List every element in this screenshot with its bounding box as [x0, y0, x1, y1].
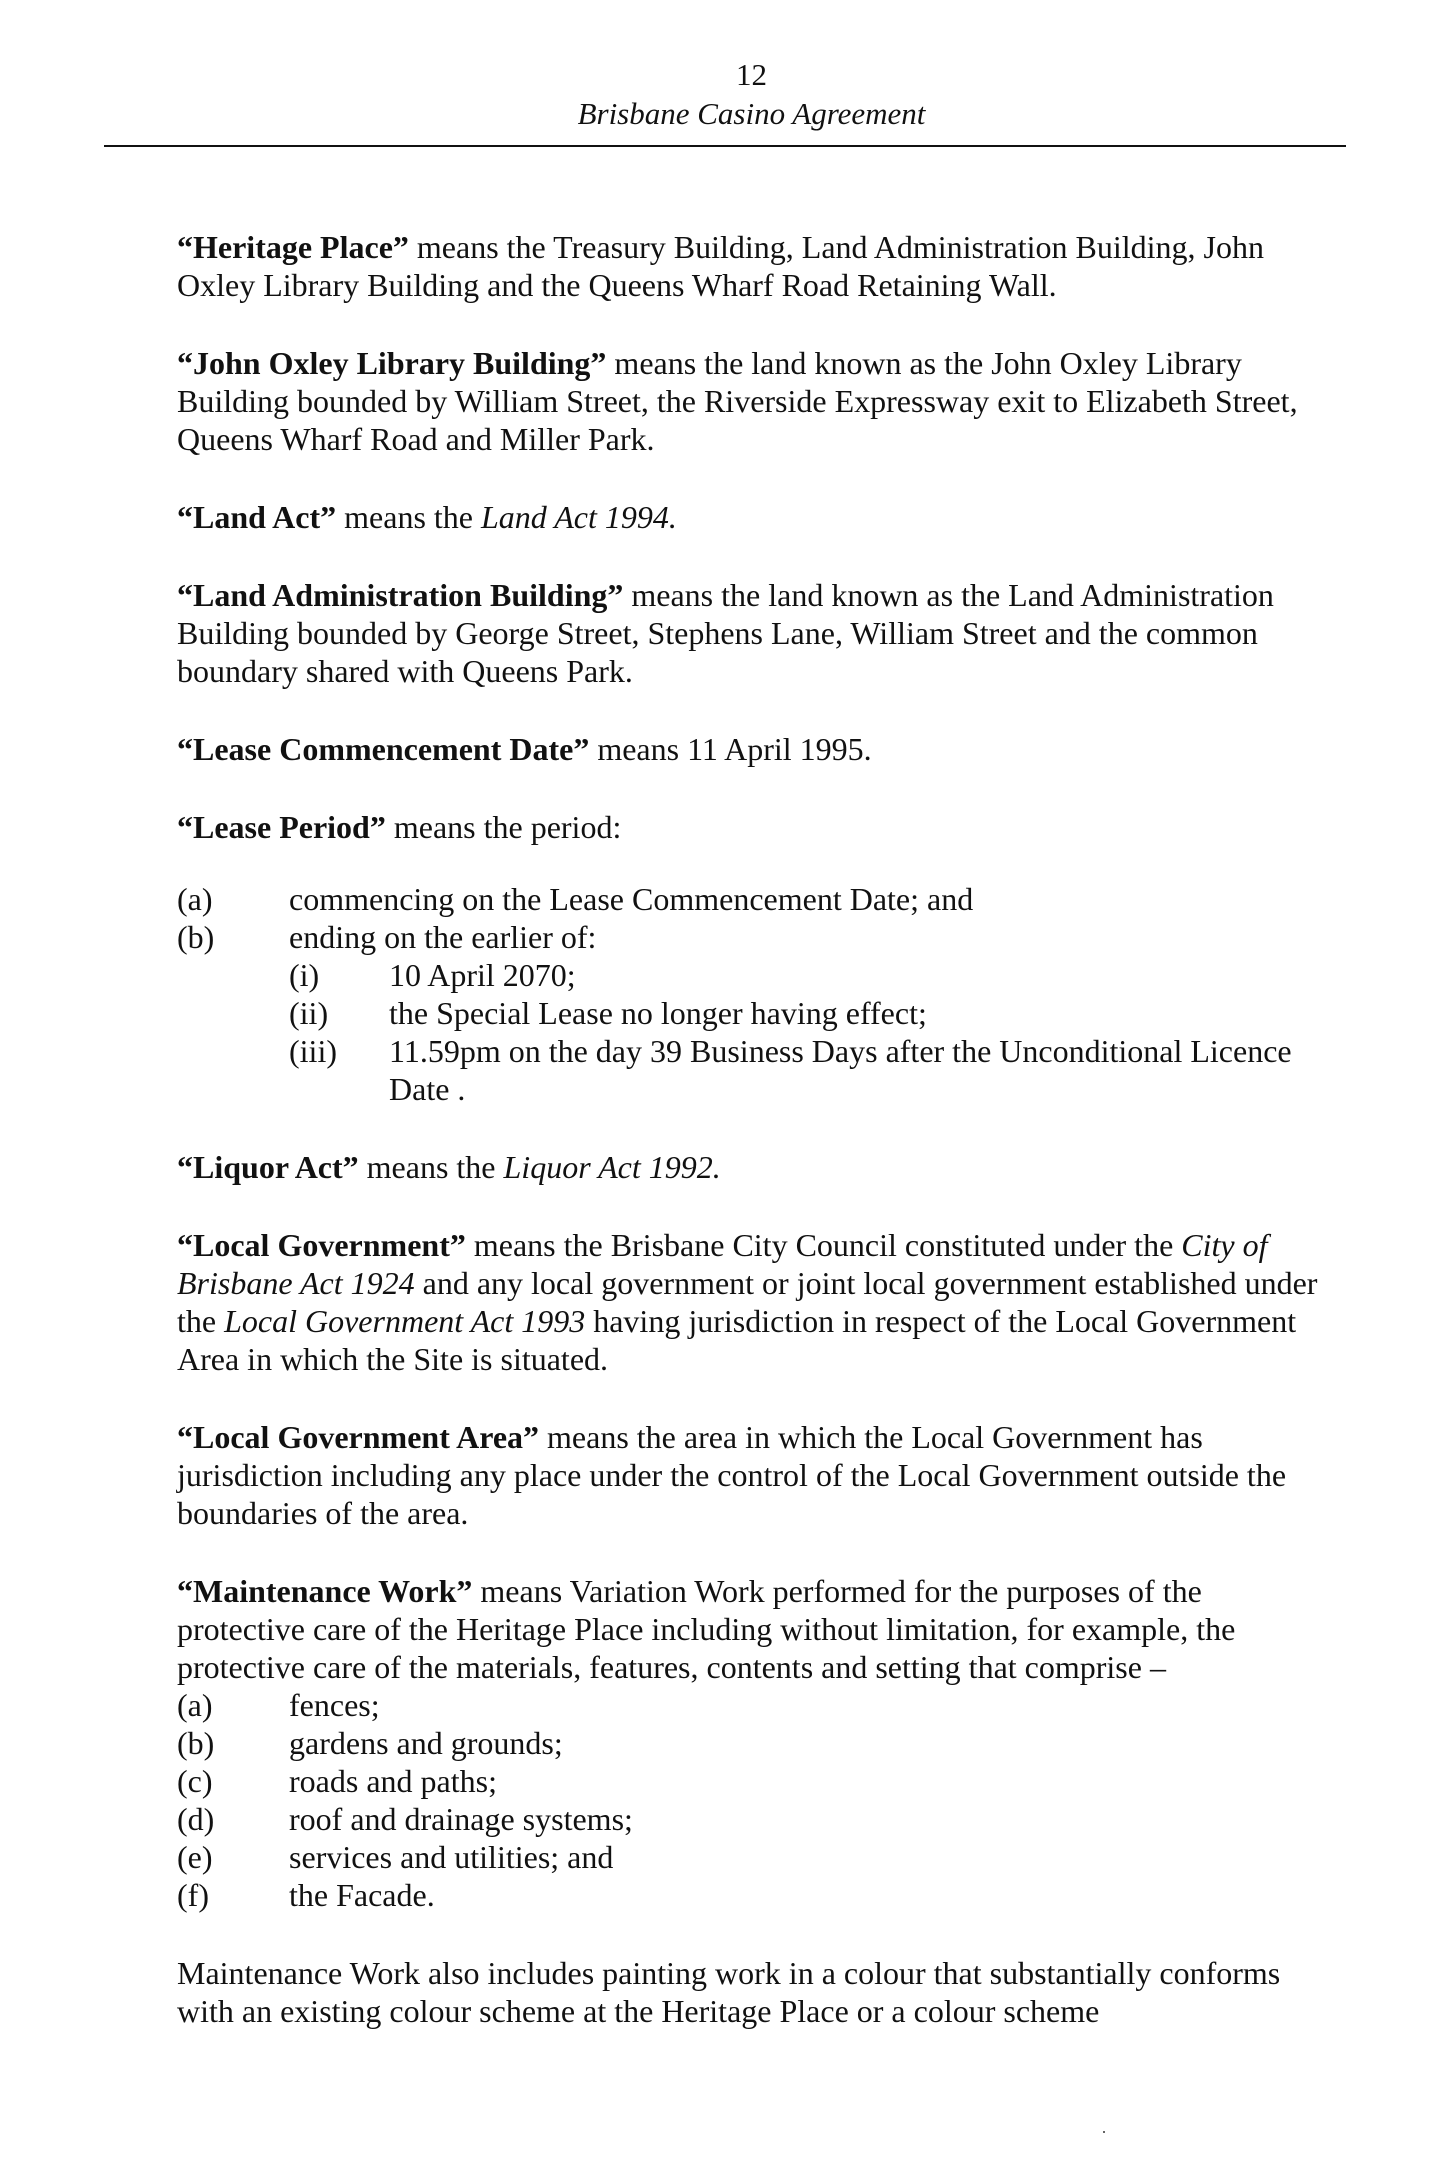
definition-john-oxley-library-building — [177, 344, 1327, 458]
list-text: ending on the earlier of: — [289, 919, 597, 955]
definition-text: means the Treasury Building, Land Administration Building, John Oxley Library Building and the Queens Wharf Road Retaining Wall. — [177, 229, 1264, 303]
list-text: 10 April 2070; — [389, 957, 576, 993]
list-item — [177, 1876, 1327, 1914]
sub-list-item — [289, 994, 1327, 1032]
list-label: (c) — [177, 1763, 213, 1799]
definition-lease-period — [177, 808, 1327, 846]
list-text: services and utilities; and — [289, 1839, 614, 1875]
scan-speck — [1103, 2131, 1105, 2133]
list-item — [177, 880, 1327, 918]
defined-term: “Liquor Act” — [177, 1149, 359, 1185]
definition-lease-commencement-date — [177, 730, 1327, 768]
list-item — [177, 1724, 1327, 1762]
definition-text: and any local government or joint local government established under the — [177, 1265, 1318, 1339]
running-title: Brisbane Casino Agreement — [577, 96, 926, 131]
list-text: roads and paths; — [289, 1763, 497, 1799]
definition-text: means Variation Work performed for the purposes of the protective care of the Heritage Place including without limitation, for example, the protective care of the materials, features, contents and setting that comprise – — [177, 1573, 1236, 1685]
definition-local-government-area — [177, 1418, 1327, 1532]
sub-list-item — [289, 1032, 1327, 1108]
definition-text: means the land known as the John Oxley Library Building bounded by William Street, the Riverside Expressway exit to Elizabeth Street, Queens Wharf Road and Miller Park. — [177, 345, 1298, 457]
list-label: (i) — [289, 957, 320, 993]
list-label: (e) — [177, 1839, 213, 1875]
defined-term: “Lease Period” — [177, 809, 386, 845]
list-item — [177, 1762, 1327, 1800]
defined-term: “Lease Commencement Date” — [177, 731, 590, 767]
act-title: City of Brisbane Act 1924 — [177, 1227, 1268, 1301]
definition-heritage-place — [177, 228, 1327, 304]
definition-text: means the Brisbane City Council constituted under the — [465, 1227, 1182, 1263]
list-label: (f) — [177, 1877, 209, 1913]
list-text: gardens and grounds; — [289, 1725, 563, 1761]
list-item — [177, 1800, 1327, 1838]
page-number: 12 — [736, 57, 767, 92]
definition-land-act — [177, 498, 1327, 536]
definition-text: means the land known as the Land Administration Building bounded by George Street, Stephens Lane, William Street and the common boundary shared with Queens Park. — [177, 577, 1274, 689]
list-item — [177, 918, 1327, 956]
list-text: 11.59pm on the day 39 Business Days after the Unconditional Licence Date . — [389, 1033, 1292, 1107]
list-label: (a) — [177, 1687, 213, 1723]
maintenance-work-continuation: Maintenance Work also includes painting work in a colour that substantially conforms with an existing colour scheme at the Heritage Place or a colour scheme — [177, 1955, 1281, 2029]
page-header — [0, 56, 1453, 134]
header-rule — [104, 145, 1346, 147]
act-title: Local Government Act 1993 — [224, 1303, 586, 1339]
defined-term: “Local Government Area” — [177, 1419, 540, 1455]
list-item — [177, 1838, 1327, 1876]
defined-term: “Land Administration Building” — [177, 577, 624, 613]
defined-term: “John Oxley Library Building” — [177, 345, 607, 381]
act-title: Land Act 1994. — [480, 499, 677, 535]
definition-text: means the period: — [385, 809, 622, 845]
list-text: the Special Lease no longer having effect; — [389, 995, 927, 1031]
list-label: (ii) — [289, 995, 329, 1031]
defined-term: “Heritage Place” — [177, 229, 409, 265]
definition-liquor-act — [177, 1148, 1327, 1186]
lease-period-list — [177, 880, 1327, 1108]
list-text: fences; — [289, 1687, 380, 1723]
act-title: Liquor Act 1992. — [503, 1149, 721, 1185]
definition-text: having jurisdiction in respect of the Local Government Area in which the Site is situated. — [177, 1303, 1297, 1377]
list-label: (b) — [177, 1725, 215, 1761]
definition-local-government — [177, 1226, 1327, 1378]
definition-text: means the — [358, 1149, 504, 1185]
list-text: commencing on the Lease Commencement Date; and — [289, 881, 974, 917]
maintenance-work-list — [177, 1686, 1327, 1914]
list-item — [177, 1686, 1327, 1724]
definition-text: means the — [336, 499, 481, 535]
defined-term: “Land Act” — [177, 499, 337, 535]
defined-term: “Local Government” — [177, 1227, 466, 1263]
defined-term: “Maintenance Work” — [177, 1573, 473, 1609]
list-text: roof and drainage systems; — [289, 1801, 633, 1837]
definition-text: means 11 April 1995. — [589, 731, 872, 767]
list-label: (b) — [177, 919, 215, 955]
list-label: (d) — [177, 1801, 215, 1837]
sub-list-item — [289, 956, 1327, 994]
definition-maintenance-work — [177, 1572, 1327, 1686]
list-label: (a) — [177, 881, 213, 917]
definition-text: means the area in which the Local Government has jurisdiction including any place under the control of the Local Government outside the boundaries of the area. — [177, 1419, 1287, 1531]
definition-land-administration-building — [177, 576, 1327, 690]
list-label: (iii) — [289, 1033, 337, 1069]
list-text: the Facade. — [289, 1877, 435, 1913]
lease-period-sublist — [177, 956, 1327, 1108]
document-body — [177, 228, 1327, 2030]
